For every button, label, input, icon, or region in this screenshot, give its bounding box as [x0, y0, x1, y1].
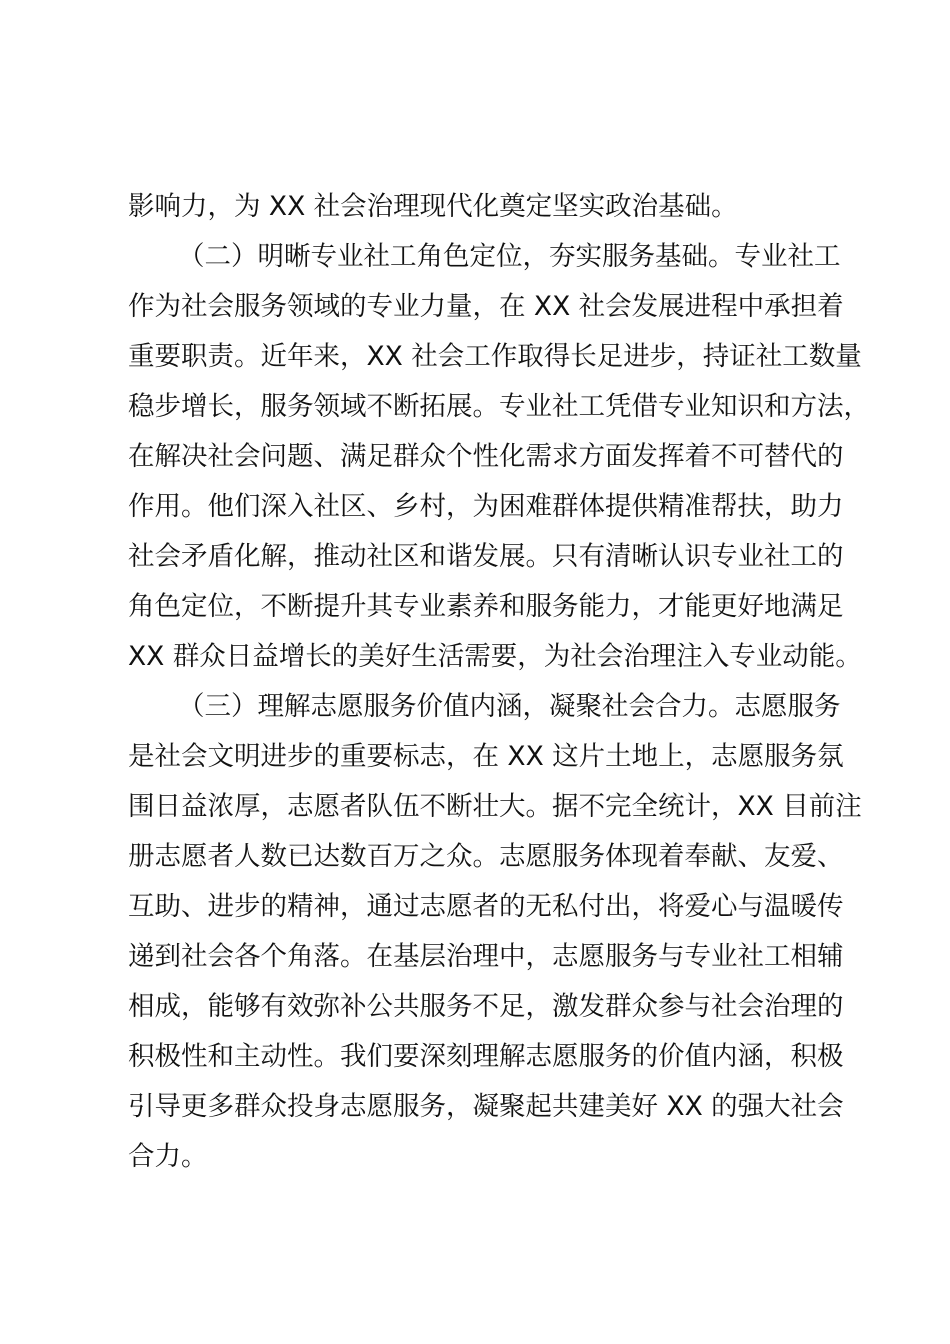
- paragraph-2-line-2: 作为社会服务领域的专业力量，在 XX 社会发展进程中承担着: [128, 291, 844, 322]
- paragraph-3-line-3: 围日益浓厚，志愿者队伍不断壮大。据不完全统计，XX 目前注: [128, 791, 862, 822]
- paragraph-3-line-10: 合力。: [128, 1141, 208, 1172]
- paragraph-3-line-8: 积极性和主动性。我们要深刻理解志愿服务的价值内涵，积极: [128, 1041, 844, 1072]
- paragraph-2-line-9: XX 群众日益增长的美好生活需要，为社会治理注入专业动能。: [128, 641, 862, 672]
- paragraph-2-line-8: 角色定位，不断提升其专业素养和服务能力，才能更好地满足: [128, 591, 844, 622]
- paragraph-3-line-2: 是社会文明进步的重要标志，在 XX 这片土地上，志愿服务氛: [128, 741, 844, 772]
- paragraph-3-heading-line: （三）理解志愿服务价值内涵，凝聚社会合力。志愿服务: [178, 691, 841, 722]
- paragraph-2-heading-line: （二）明晰专业社工角色定位，夯实服务基础。专业社工: [178, 241, 841, 272]
- paragraph-2-line-7: 社会矛盾化解，推动社区和谐发展。只有清晰认识专业社工的: [128, 541, 844, 572]
- paragraph-3-line-7: 相成，能够有效弥补公共服务不足，激发群众参与社会治理的: [128, 991, 844, 1022]
- paragraph-3-line-4: 册志愿者人数已达数百万之众。志愿服务体现着奉献、友爱、: [128, 841, 844, 872]
- paragraph-2-line-4: 稳步增长，服务领域不断拓展。专业社工凭借专业知识和方法，: [128, 391, 870, 422]
- paragraph-2-line-3: 重要职责。近年来，XX 社会工作取得长足进步，持证社工数量: [128, 341, 862, 372]
- paragraph-2-line-5: 在解决社会问题、满足群众个性化需求方面发挥着不可替代的: [128, 441, 844, 472]
- paragraph-2-line-6: 作用。他们深入社区、乡村，为困难群体提供精准帮扶，助力: [128, 491, 844, 522]
- paragraph-3-line-9: 引导更多群众投身志愿服务，凝聚起共建美好 XX 的强大社会: [128, 1091, 844, 1122]
- paragraph-1-line-1: 影响力，为 XX 社会治理现代化奠定坚实政治基础。: [128, 191, 738, 222]
- paragraph-3-line-6: 递到社会各个角落。在基层治理中，志愿服务与专业社工相辅: [128, 941, 844, 972]
- paragraph-3-line-5: 互助、进步的精神，通过志愿者的无私付出，将爱心与温暖传: [128, 891, 844, 922]
